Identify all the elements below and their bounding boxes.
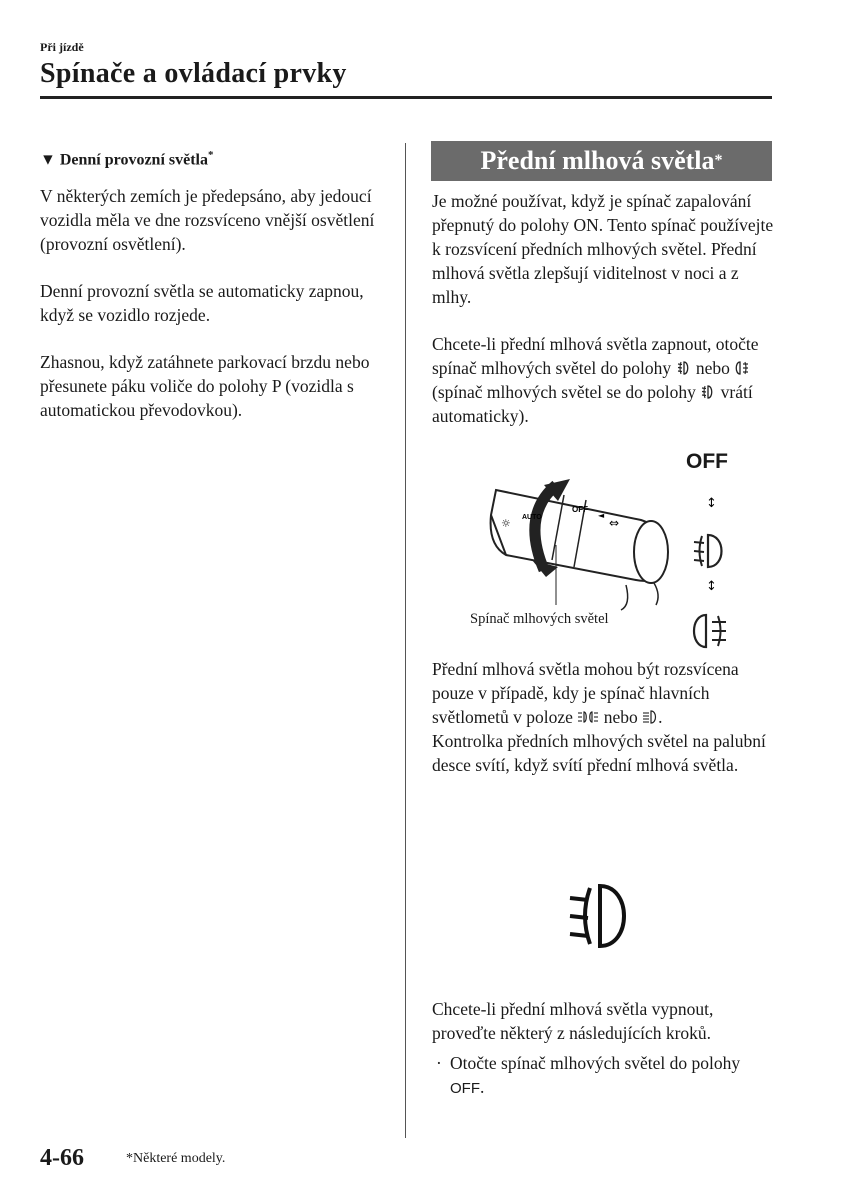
asterisk: * — [208, 149, 214, 161]
off-label: OFF — [686, 450, 728, 473]
triangle-marker-icon: ▼ — [40, 151, 56, 169]
updown-arrow-icon: ↕ — [706, 579, 717, 594]
front-fog-indicator-icon — [566, 880, 638, 952]
breadcrumb: Při jízdě — [40, 40, 84, 54]
front-fog-light-icon — [694, 535, 722, 567]
page-number: 4-66 — [40, 1145, 84, 1171]
text-run: . — [480, 1077, 485, 1097]
sun-icon: ☼ — [501, 517, 511, 530]
paragraph: Chcete-li přední mlhová světla vypnout, proveďte některý z následujících kroků. — [432, 999, 714, 1043]
title-rule — [40, 96, 772, 99]
page-title: Spínače a ovládací prvky — [40, 58, 347, 89]
column-divider — [405, 143, 406, 1138]
updown-arrow-icon: ↕ — [706, 496, 717, 511]
text-run: . — [658, 707, 663, 727]
footnote: *Některé modely. — [126, 1151, 226, 1166]
figure-caption: Spínač mlhových světel — [470, 611, 609, 627]
parking-light-icon — [577, 707, 599, 723]
pointer-triangle-icon: ◄ — [598, 511, 605, 520]
right-column — [432, 189, 774, 451]
paragraph-block — [432, 997, 774, 1101]
text-run: Chcete-li přední mlhová světla zapnout, otočte spínač mlhových světel do polohy — [432, 334, 759, 378]
parking-light-icon: ⇔ — [609, 516, 620, 530]
bullet-icon: · — [436, 1053, 442, 1073]
paragraph — [432, 332, 774, 428]
list-item — [432, 1051, 774, 1101]
lever-label-off: OFF — [572, 505, 588, 514]
text-run: vrátí automaticky). — [432, 382, 753, 426]
asterisk: * — [714, 152, 723, 169]
subsection-heading-text: Denní provozní světla — [59, 151, 208, 169]
text-run: nebo — [695, 358, 730, 378]
rear-fog-light-icon — [734, 358, 750, 374]
text-run: (spínač mlhových světel se do polohy — [432, 382, 696, 402]
front-fog-light-icon — [676, 358, 692, 374]
paragraph: Kontrolka předních mlhových světel na palubní desce svítí, když svítí přední mlhová světla. — [432, 731, 766, 775]
left-column — [40, 143, 375, 445]
text-run: Otočte spínač mlhových světel do polohy — [450, 1053, 741, 1073]
paragraph: Denní provozní světla se automaticky zapnou, když se vozidlo rozjede. — [40, 281, 364, 326]
paragraph: Je možné používat, když je spínač zapalování přepnutý do polohy ON. Tento spínač používejte k rozsvícení předních mlhových světel. Přední mlhová světla zlepšují viditelnost v noci a z mlhy. — [432, 191, 774, 307]
text-run: Přední mlhová světla mohou být rozsvícena pouze v případě, kdy je spínač hlavních světlometů v poloze — [432, 659, 739, 727]
paragraph — [432, 657, 774, 729]
paragraph-block — [432, 657, 774, 777]
paragraph: V některých zemích je předepsáno, aby jedoucí vozidla měla ve dne rozsvíceno vnější osvětlení (provozní osvětlení). — [40, 186, 375, 255]
section-banner-text: Přední mlhová světla — [480, 146, 715, 175]
front-fog-light-icon — [700, 382, 716, 398]
lever-label-auto: AUTO — [522, 514, 542, 521]
section-banner — [431, 141, 772, 181]
paragraph: Zhasnou, když zatáhnete parkovací brzdu nebo přesunete páku voliče do polohy P (vozidla s automatickou převodovkou). — [40, 352, 370, 421]
off-label-inline: OFF — [450, 1080, 480, 1097]
text-run: nebo — [603, 707, 638, 727]
fog-switch-figure — [466, 445, 766, 655]
subsection-heading — [40, 143, 375, 172]
rear-fog-light-icon — [694, 615, 726, 647]
headlight-icon — [642, 707, 658, 723]
